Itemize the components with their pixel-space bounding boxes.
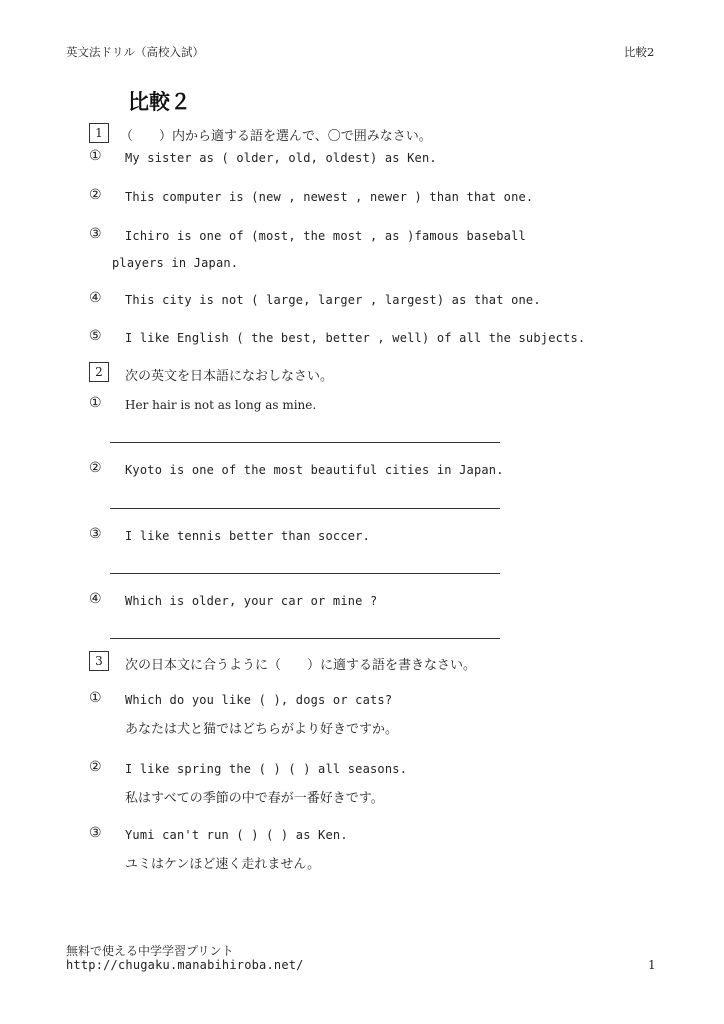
section3-item1-text: Which do you like ( ), dogs or cats? [125,693,393,707]
section1-item5-text: I like English ( the best, better , well) of all the subjects. [125,331,586,345]
section3-number-box: 3 [89,651,109,671]
section2-instruction: 次の英文を日本語になおしなさい。 [125,369,334,384]
header-right: 比較2 [624,45,655,59]
section1-item4-text: This city is not ( large, larger , largest) as that one. [125,293,541,307]
section1-item2-text: This computer is (new , newest , newer ) than that one. [125,190,534,204]
answer-line[interactable] [110,508,500,509]
section1-item2-marker: ② [89,187,102,203]
section1-item4-marker: ④ [89,290,102,306]
footer-url[interactable]: http://chugaku.manabihiroba.net/ [66,958,304,972]
section1-item5-marker: ⑤ [89,328,102,344]
section3-item2-marker: ② [89,759,102,775]
page-title: 比較２ [128,90,191,114]
section3-item3-marker: ③ [89,825,102,841]
section2-item4-text: Which is older, your car or mine ? [125,594,378,608]
section3-item2-text: I like spring the ( ) ( ) all seasons. [125,762,408,776]
footer-site-name: 無料で使える中学学習プリント [66,944,234,958]
section3-instruction: 次の日本文に合うように（ ）に適する語を書きなさい。 [125,658,477,673]
answer-line[interactable] [110,442,500,443]
section2-item2-text: Kyoto is one of the most beautiful cities in Japan. [125,463,504,477]
page-number: 1 [648,958,656,972]
section2-item1-marker: ① [89,395,102,411]
section1-item1-marker: ① [89,148,102,164]
section2-item3-text: I like tennis better than soccer. [125,529,371,543]
header-left: 英文法ドリル（高校入試） [66,45,204,59]
section3-item1-jp: あなたは犬と猫ではどちらがより好きですか。 [125,722,399,737]
section2-item2-marker: ② [89,460,102,476]
section2-item4-marker: ④ [89,591,102,607]
section3-item1-marker: ① [89,690,102,706]
section3-item2-jp: 私はすべての季節の中で春が一番好きです。 [125,791,384,806]
section1-item1-text: My sister as ( older, old, oldest) as Ken. [125,151,437,165]
answer-line[interactable] [110,573,500,574]
section3-item3-text: Yumi can't run ( ) ( ) as Ken. [125,828,348,842]
answer-line[interactable] [110,638,500,639]
section3-item3-jp: ユミはケンほど速く走れません。 [125,857,321,872]
section2-item1-text: Her hair is not as long as mine. [125,398,317,412]
section1-item3-text: Ichiro is one of (most, the most , as )famous baseball [125,229,526,243]
section1-item3-marker: ③ [89,226,102,242]
section1-instruction: （ ）内から適する語を選んで、〇で囲みなさい。 [120,129,432,144]
section2-number-box: 2 [89,362,109,382]
section1-item3-text-cont: players in Japan. [112,256,239,270]
section1-number-box: 1 [89,123,109,143]
section2-item3-marker: ③ [89,526,102,542]
